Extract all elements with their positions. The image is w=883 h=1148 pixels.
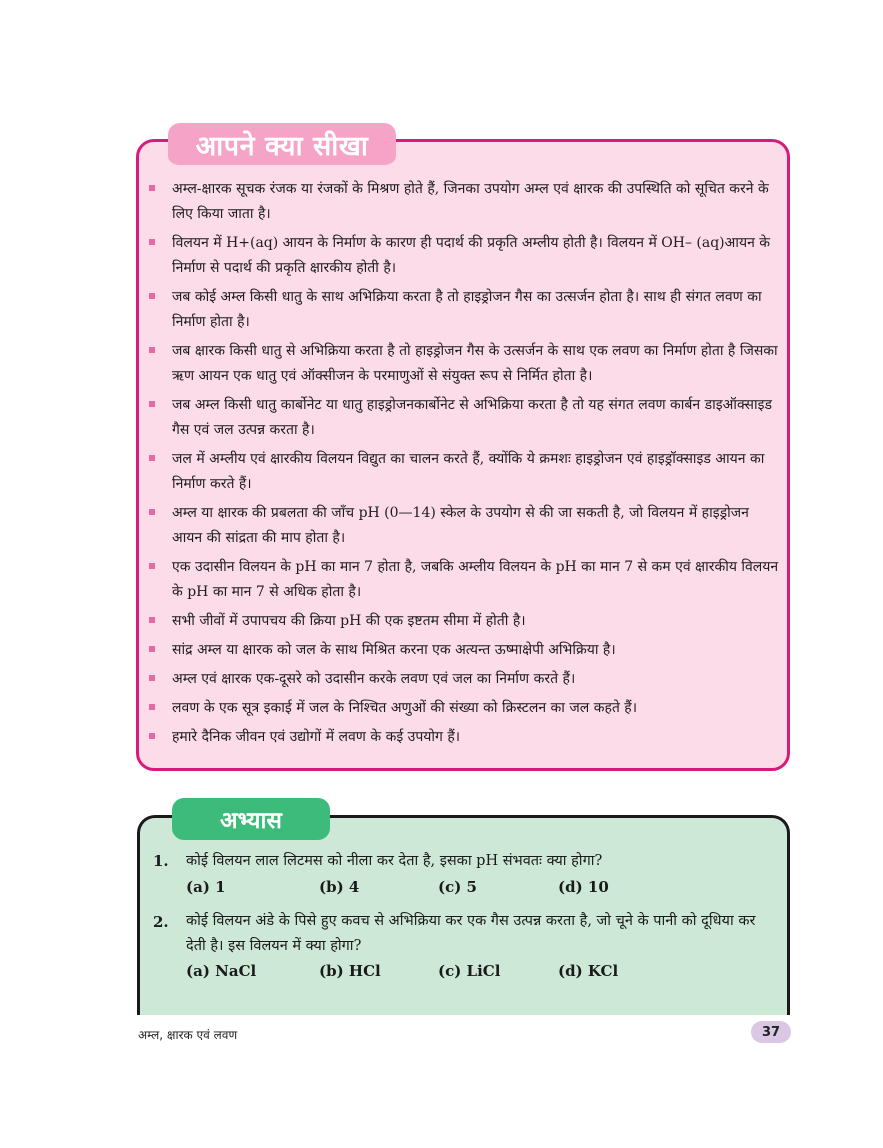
question-text: कोई विलयन अंडे के पिसे हुए कवच से अभिक्रिया कर एक गैस उत्पन्न करता है, जो चूने के पानी को दूधिया कर देती है। इस विलयन में क्या होगा? <box>186 913 756 954</box>
page-number-badge: 37 <box>751 1021 791 1043</box>
list-item-text: लवण के एक सूत्र इकाई में जल के निश्चित अणुओं की संख्या को क्रिस्टलन का जल कहते हैं। <box>172 700 638 716</box>
list-item <box>146 638 782 663</box>
list-item <box>146 339 782 389</box>
summary-heading: आपने क्या सीखा <box>168 123 396 168</box>
square-bullet-icon <box>149 675 155 681</box>
option: (a) 1 <box>186 878 226 896</box>
square-bullet-icon <box>149 733 155 739</box>
square-bullet-icon <box>149 401 155 407</box>
question-text: कोई विलयन लाल लिटमस को नीला कर देता है, इसका pH संभवतः क्या होगा? <box>186 853 603 869</box>
list-item <box>146 696 782 721</box>
option: (d) KCl <box>558 962 619 980</box>
list-item-text: जल में अम्लीय एवं क्षारकीय विलयन विद्युत का चालन करते हैं, क्योंकि ये क्रमशः हाइड्रोजन एवं हाइड्रॉक्साइड आयन का निर्माण करते हैं। <box>172 451 765 492</box>
list-item <box>146 285 782 335</box>
list-item <box>146 501 782 551</box>
option: (c) LiCl <box>438 962 501 980</box>
option: (d) 10 <box>558 878 609 896</box>
list-item-text: विलयन में H+(aq) आयन के निर्माण के कारण ही पदार्थ की प्रकृति अम्लीय होती है। विलयन में OH– (aq)आयन के निर्माण से पदार्थ की प्रकृति क्षारकीय होती है। <box>172 235 771 276</box>
option: (b) HCl <box>319 962 381 980</box>
option: (a) NaCl <box>186 962 257 980</box>
square-bullet-icon <box>149 239 155 245</box>
list-item-text: एक उदासीन विलयन के pH का मान 7 होता है, जबकि अम्लीय विलयन के pH का मान 7 से कम एवं क्षारकीय विलयन के pH का मान 7 से अधिक होता है। <box>172 559 779 600</box>
list-item-text: अम्ल एवं क्षारक एक-दूसरे को उदासीन करके लवण एवं जल का निर्माण करते हैं। <box>172 671 576 687</box>
square-bullet-icon <box>149 185 155 191</box>
square-bullet-icon <box>149 617 155 623</box>
square-bullet-icon <box>149 509 155 515</box>
option: (b) 4 <box>319 878 360 896</box>
square-bullet-icon <box>149 293 155 299</box>
question-number: 1. <box>153 852 169 870</box>
list-item-text: सभी जीवों में उपापचय की क्रिया pH की एक इष्टतम सीमा में होती है। <box>172 613 526 629</box>
list-item-text: जब अम्ल किसी धातु कार्बोनेट या धातु हाइड्रोजनकार्बोनेट से अभिक्रिया करता है तो यह संगत लवण कार्बन डाइऑक्साइड गैस एवं जल उत्पन्न करता है। <box>172 397 772 438</box>
list-item-text: जब कोई अम्ल किसी धातु के साथ अभिक्रिया करता है तो हाइड्रोजन गैस का उत्सर्जन होता है। साथ ही संगत लवण का निर्माण होता है। <box>172 289 762 330</box>
list-item-text: सांद्र अम्ल या क्षारक को जल के साथ मिश्रित करना एक अत्यन्त ऊष्माक्षेपी अभिक्रिया है। <box>172 642 616 658</box>
list-item <box>146 393 782 443</box>
square-bullet-icon <box>149 347 155 353</box>
exercise-heading: अभ्यास <box>172 798 330 840</box>
list-item-text: अम्ल-क्षारक सूचक रंजक या रंजकों के मिश्रण होते हैं, जिनका उपयोग अम्ल एवं क्षारक की उपस्थिति को सूचित करने के लिए किया जाता है। <box>172 181 769 222</box>
list-item <box>146 725 782 750</box>
list-item-text: हमारे दैनिक जीवन एवं उद्योगों में लवण के कई उपयोग हैं। <box>172 729 461 745</box>
question-number: 2. <box>153 913 169 931</box>
square-bullet-icon <box>149 646 155 652</box>
square-bullet-icon <box>149 455 155 461</box>
list-item <box>146 609 782 634</box>
list-item <box>146 231 782 281</box>
list-item-text: जब क्षारक किसी धातु से अभिक्रिया करता है तो हाइड्रोजन गैस के उत्सर्जन के साथ एक लवण का निर्माण होता है जिसका ऋण आयन एक धातु एवं ऑक्सीजन के परमाणुओं से संयुक्त रूप से निर्मित होता है। <box>172 343 778 384</box>
list-item <box>146 177 782 227</box>
list-item <box>146 555 782 605</box>
option: (c) 5 <box>438 878 477 896</box>
footer-chapter-title: अम्ल, क्षारक एवं लवण <box>138 1028 238 1042</box>
list-item-text: अम्ल या क्षारक की प्रबलता की जाँच pH (0—14) स्केल के उपयोग से की जा सकती है, जो विलयन में हाइड्रोजन आयन की सांद्रता की माप होता है। <box>172 505 749 546</box>
list-item <box>146 667 782 692</box>
square-bullet-icon <box>149 704 155 710</box>
summary-list <box>146 177 782 754</box>
square-bullet-icon <box>149 563 155 569</box>
list-item <box>146 447 782 497</box>
